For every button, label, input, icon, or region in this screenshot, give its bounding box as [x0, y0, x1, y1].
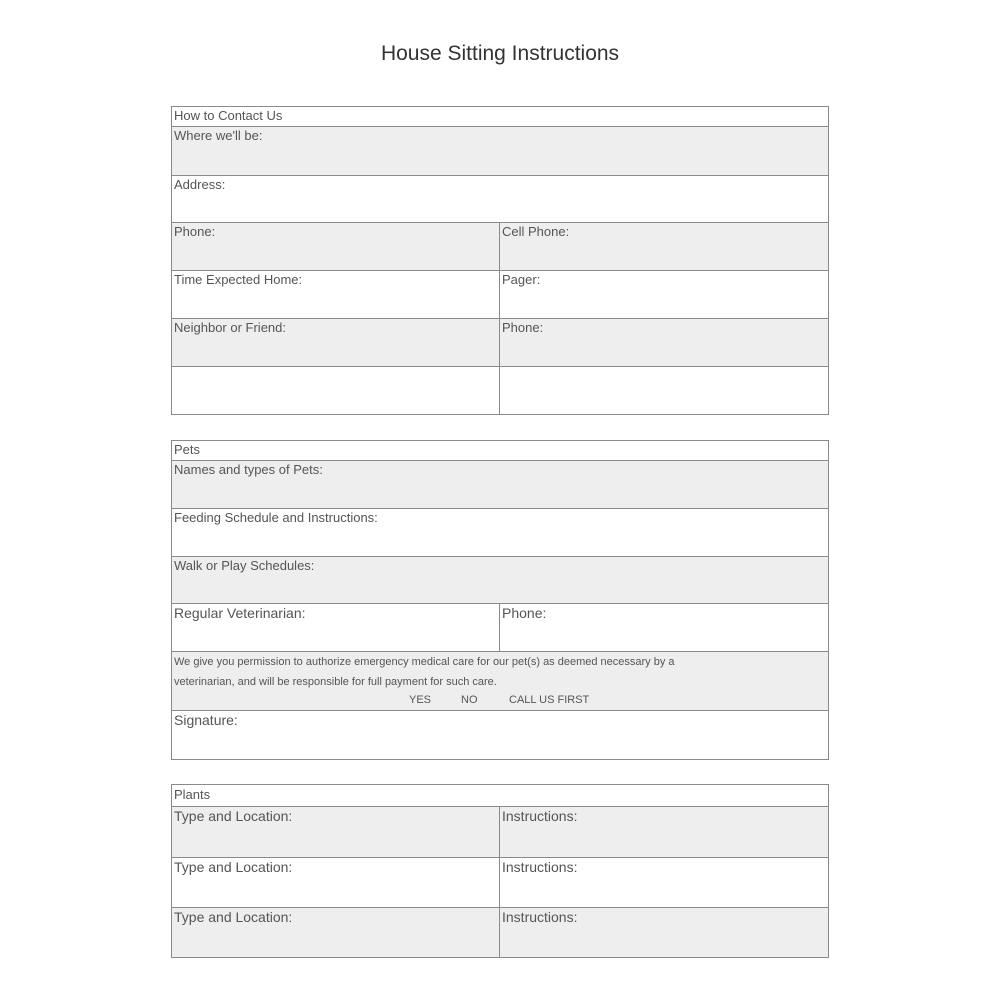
blank-field-right[interactable]	[500, 367, 828, 414]
option-call-first[interactable]: CALL US FIRST	[509, 694, 590, 706]
pets-section	[171, 440, 829, 760]
signature-row	[172, 711, 828, 759]
time-row	[172, 271, 828, 319]
permission-row	[172, 652, 828, 711]
blank-field-left[interactable]	[172, 367, 500, 414]
vet-field[interactable]: Regular Veterinarian:	[172, 604, 500, 651]
phone-field[interactable]: Phone:	[172, 223, 500, 270]
pets-heading: Pets	[172, 441, 828, 461]
feeding-field[interactable]: Feeding Schedule and Instructions:	[174, 510, 378, 525]
pager-field[interactable]: Pager:	[502, 272, 541, 287]
pet-names-field[interactable]: Names and types of Pets:	[174, 462, 323, 477]
where-row	[172, 127, 828, 176]
option-yes[interactable]: YES	[409, 694, 432, 706]
neighbor-row	[172, 319, 828, 367]
address-row	[172, 176, 828, 223]
pet-names-row	[172, 461, 828, 509]
cell-phone-field[interactable]: Cell Phone:	[502, 224, 570, 239]
contact-heading: How to Contact Us	[172, 107, 828, 127]
plant-row	[172, 807, 828, 858]
permission-text-line1: We give you permission to authorize emergency medical care for our pet(s) as deemed necessary by a	[174, 656, 675, 668]
plant-instructions-field[interactable]: Instructions:	[502, 859, 578, 875]
plant-type-field[interactable]: Type and Location:	[172, 807, 500, 857]
page-title: House Sitting Instructions	[380, 42, 620, 65]
neighbor-field[interactable]: Neighbor or Friend:	[172, 319, 500, 366]
walk-field[interactable]: Walk or Play Schedules:	[174, 558, 315, 573]
permission-text-line2: veterinarian, and will be responsible for full payment for such care.	[174, 676, 497, 688]
plant-row	[172, 858, 828, 908]
plant-type-field[interactable]: Type and Location:	[172, 908, 500, 957]
option-no[interactable]: NO	[461, 694, 478, 706]
plants-section	[171, 784, 829, 958]
neighbor-phone-field[interactable]: Phone:	[502, 320, 544, 335]
phone-row	[172, 223, 828, 271]
plant-instructions-field[interactable]: Instructions:	[502, 808, 578, 824]
where-field[interactable]: Where we'll be:	[174, 128, 263, 143]
walk-row	[172, 557, 828, 604]
time-expected-field[interactable]: Time Expected Home:	[172, 271, 500, 318]
plant-row	[172, 908, 828, 957]
vet-phone-field[interactable]: Phone:	[502, 605, 547, 621]
vet-row	[172, 604, 828, 652]
feeding-row	[172, 509, 828, 557]
signature-field[interactable]: Signature:	[174, 712, 238, 728]
contact-section	[171, 106, 829, 415]
plant-instructions-field[interactable]: Instructions:	[502, 909, 578, 925]
address-field[interactable]: Address:	[174, 177, 226, 192]
plants-heading: Plants	[172, 785, 828, 807]
plant-type-field[interactable]: Type and Location:	[172, 858, 500, 907]
permission-options	[172, 692, 828, 710]
blank-row	[172, 367, 828, 414]
